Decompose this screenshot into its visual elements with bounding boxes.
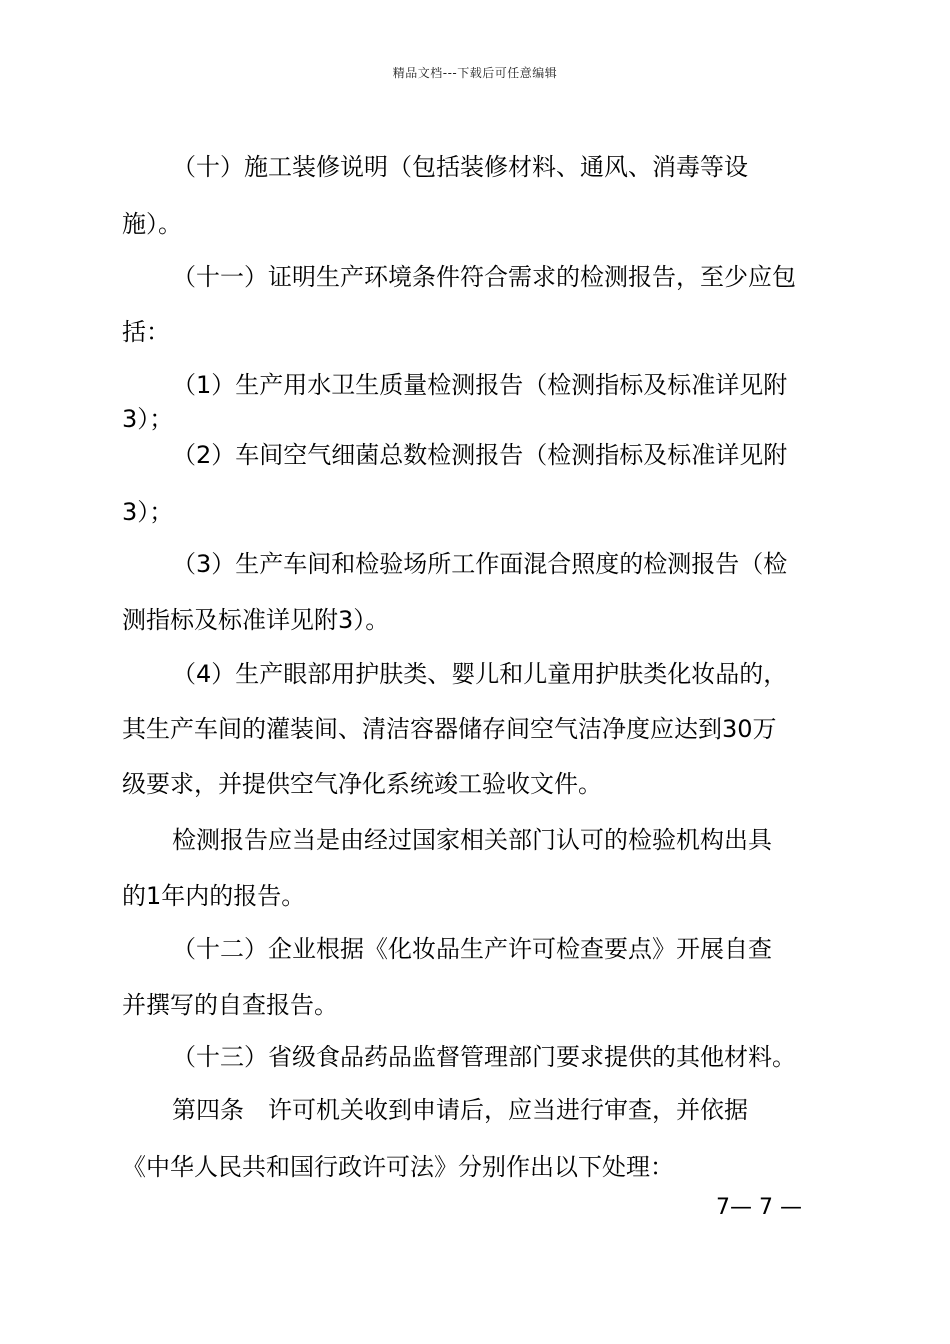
page-header: 精品文档---下载后可任意编辑 [392, 66, 558, 80]
paragraph-line: （4）生产眼部用护肤类、婴儿和儿童用护肤类化妆品的， [172, 660, 788, 688]
paragraph-line: （十三）省级食品药品监督管理部门要求提供的其他材料。 [172, 1043, 796, 1071]
paragraph-line: 《中华人民共和国行政许可法》分别作出以下处理： [122, 1153, 674, 1181]
paragraph-line: 级要求，并提供空气净化系统竣工验收文件。 [122, 770, 602, 798]
paragraph-line: （十二）企业根据《化妆品生产许可检查要点》开展自查 [172, 935, 772, 963]
paragraph-line: （1）生产用水卫生质量检测报告（检测指标及标准详见附 [172, 371, 788, 399]
paragraph-line: 括： [122, 318, 170, 346]
paragraph-line: （3）生产车间和检验场所工作面混合照度的检测报告（检 [172, 550, 788, 578]
page-number: 7— 7 — [716, 1195, 802, 1220]
paragraph-line: 3）； [122, 405, 174, 433]
paragraph-line: （2）车间空气细菌总数检测报告（检测指标及标准详见附 [172, 441, 788, 469]
paragraph-line: （十一）证明生产环境条件符合需求的检测报告，至少应包 [172, 263, 796, 291]
paragraph-line: 3）； [122, 498, 174, 526]
paragraph-line: 并撰写的自查报告。 [122, 991, 338, 1019]
paragraph-line: 检测报告应当是由经过国家相关部门认可的检验机构出具 [172, 826, 772, 854]
paragraph-line: 施）。 [122, 210, 182, 238]
paragraph-line: 的1年内的报告。 [122, 882, 306, 910]
paragraph-line: 其生产车间的灌装间、清洁容器储存间空气洁净度应达到30万 [122, 715, 777, 743]
paragraph-line: （十）施工装修说明（包括装修材料、通风、消毒等设 [172, 153, 748, 181]
paragraph-line: 第四条 许可机关收到申请后，应当进行审查，并依据 [172, 1096, 748, 1124]
paragraph-line: 测指标及标准详见附3）。 [122, 606, 390, 634]
